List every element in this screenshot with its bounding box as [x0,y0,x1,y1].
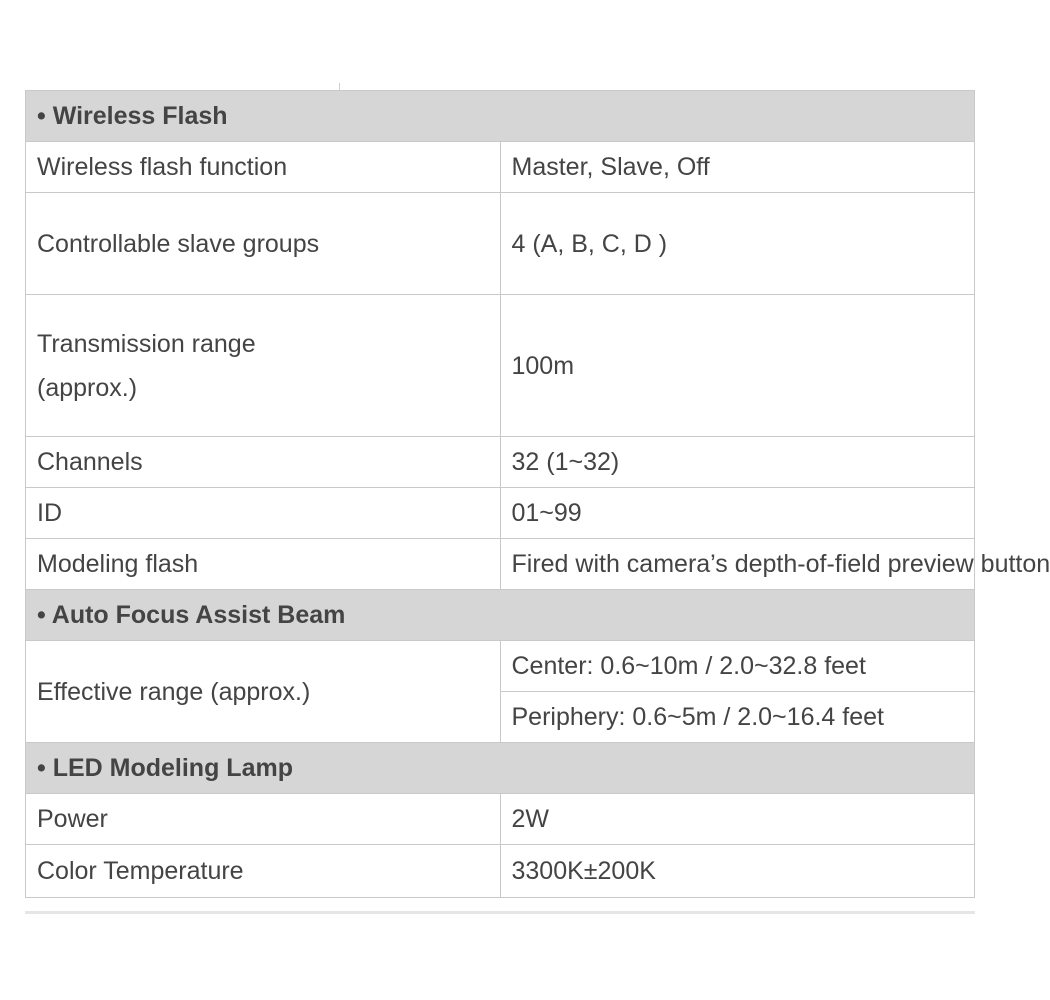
spec-label: Power [26,794,501,845]
section-header-led-modeling-lamp [26,743,975,794]
spec-value: Periphery: 0.6~5m / 2.0~16.4 feet [500,692,975,743]
table-row [26,295,975,437]
section-title: • Wireless Flash [26,91,975,142]
spec-label-line: Transmission range [37,329,256,358]
spec-value: 100m [500,295,975,437]
spec-label [26,295,501,437]
spec-value: Master, Slave, Off [500,142,975,193]
spec-label: Channels [26,437,501,488]
section-title: • LED Modeling Lamp [26,743,975,794]
specifications-table [25,90,1050,898]
section-header-af-assist-beam [26,590,975,641]
section-title: • Auto Focus Assist Beam [26,590,975,641]
spec-label: Color Temperature [26,845,501,898]
table-row [26,641,975,692]
spec-label: Controllable slave groups [26,193,501,295]
spec-value: Center: 0.6~10m / 2.0~32.8 feet [500,641,975,692]
spec-label-line: (approx.) [37,373,138,402]
table-row [26,193,975,295]
spec-value: Fired with camera’s depth-of-field preview button [500,539,975,590]
spec-value: 2W [500,794,975,845]
spec-label: Modeling flash [26,539,501,590]
spec-label: Effective range (approx.) [26,641,501,743]
table-row [26,794,975,845]
table-row [26,437,975,488]
spec-label: Wireless flash function [26,142,501,193]
table-row [26,488,975,539]
spec-value: 3300K±200K [500,845,975,898]
table-row [26,142,975,193]
table-bottom-shadow [25,911,975,914]
spec-value: 32 (1~32) [500,437,975,488]
section-header-wireless-flash [26,91,975,142]
spec-value: 01~99 [500,488,975,539]
table-row [26,539,975,590]
table-row [26,845,975,898]
spec-value: 4 (A, B, C, D ) [500,193,975,295]
spec-label: ID [26,488,501,539]
